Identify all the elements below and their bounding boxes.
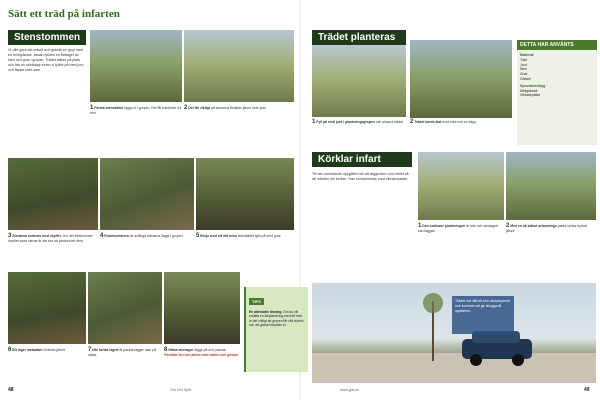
section-title: Körklar infart xyxy=(318,154,381,165)
step-number: 8 xyxy=(164,347,168,353)
material-item: Sten xyxy=(520,67,527,72)
photo-stones xyxy=(100,158,194,230)
tip-label: TIPS xyxy=(249,298,264,305)
step-text: stenskiktet fylls på med grus. xyxy=(237,234,282,238)
tip-box xyxy=(244,287,308,372)
headline-area xyxy=(8,4,188,20)
step-title: Nästa stenlager xyxy=(168,348,194,352)
korklar-intro: Till den avslutande uppgiften hör att lägga sten runt trädet så att infarten blir körbar. Ytan komprimeras med vibratorplatta. xyxy=(312,172,409,182)
section-banner-korklar xyxy=(312,152,412,167)
page-number-right: 49 xyxy=(584,387,590,393)
step-left-8 xyxy=(164,348,240,358)
sidebar-body xyxy=(517,50,597,101)
step-text: läggs ut i gropen. Det får fraktioner 64 mm. xyxy=(90,106,182,115)
step-title: Trädet binds fast xyxy=(414,120,442,124)
photo-tying xyxy=(410,40,512,118)
step-title: Den ordinarie planteringen xyxy=(422,224,466,228)
photo-minigravare xyxy=(90,30,182,102)
section-banner-tradet xyxy=(312,30,406,45)
car-wheel-front xyxy=(470,354,482,366)
photo-tractor xyxy=(184,30,294,102)
page-number-left: 48 xyxy=(8,387,14,393)
step-left-3 xyxy=(8,234,98,244)
materials-sidebar xyxy=(517,40,597,145)
photo-callout: Trädet har fått ett bra växtutrymme och kommer att ge skugga åt uppfarten. xyxy=(452,296,514,334)
step-text: med stöd mot en käpp. xyxy=(442,120,477,124)
step-number: 4 xyxy=(100,233,104,239)
step-title: Rotrekonstrera xyxy=(104,234,129,238)
tool-item: Vibratorplatta xyxy=(520,93,541,98)
car-wheel-rear xyxy=(512,354,524,366)
tree-crown xyxy=(423,293,443,313)
step-left-6 xyxy=(8,348,86,353)
footer-right: www.gds.se xyxy=(340,388,360,392)
step-title: Med en så kallad avlastnings xyxy=(510,224,557,228)
photo-shovel xyxy=(8,158,98,230)
step-title: Börja med ett rikt mixa xyxy=(200,234,237,238)
step-text: läggs på och packas. xyxy=(194,348,227,352)
step-title: Ett lager makadam xyxy=(12,348,43,352)
intro-text: Vi ville göra det enkelt och grävde en grop med en minigrävare, sedan fylldes en bärlager av sten och grus i gropen. Trädet sattes på plats och fick en stödkäpp innan vi fyllde på med jord och täckte med sten. xyxy=(8,48,84,73)
step-number: 1 xyxy=(418,223,422,229)
step-text: är packat lägger man på nästa. xyxy=(88,348,157,357)
photo-planting xyxy=(312,45,406,117)
section-banner-stenstommen xyxy=(8,30,86,45)
tip-text: Om du vill ersätta en lökplantering med ett träd är det viktigt att gropen får rätt storlek och att gödsel blandas in. xyxy=(249,310,304,328)
step-number: 6 xyxy=(8,347,12,353)
section-title: Stenstommen xyxy=(14,32,81,43)
section-title: Trädet planteras xyxy=(318,32,396,43)
step-text: är klar och stenlagret kan läggas. xyxy=(418,224,499,233)
step-text: fördelas jämnt. xyxy=(43,348,66,352)
material-item: Grus xyxy=(520,72,528,77)
step-number: 2 xyxy=(506,223,510,229)
step-title: Det får viktigt xyxy=(188,106,210,110)
material-item: Träd xyxy=(520,57,527,62)
photo-gravel xyxy=(88,272,162,344)
photo-plate xyxy=(196,158,294,230)
tool-item: Minigrävare xyxy=(520,88,538,93)
photo-driveway-2 xyxy=(506,152,596,220)
sidebar-sub-tools: Specialverktyg xyxy=(520,83,546,88)
step-text: Om det förekommer mycket stora stenar är det bra att plocka bort dem. xyxy=(8,234,93,243)
step-title: Fyll på med jord i planteringsgropen xyxy=(316,120,375,124)
tip-content xyxy=(249,310,305,328)
sidebar-title: DETTA HAR ANVÄNTS xyxy=(517,40,597,50)
driveway-surface xyxy=(312,353,596,383)
step-number: 5 xyxy=(196,233,200,239)
step-left-7 xyxy=(88,348,162,358)
sidebar-sub-material: Material xyxy=(520,53,534,57)
step-number: 2 xyxy=(184,105,188,111)
photo-compact xyxy=(164,272,240,344)
step-title: När första lagret xyxy=(92,348,119,352)
headline: Sätt ett träd på infarten xyxy=(8,8,120,20)
tip-title: En alternativ lösning. xyxy=(249,310,283,314)
step-left-4 xyxy=(100,234,194,239)
photo-driveway-1 xyxy=(418,152,504,220)
step-korklar-1 xyxy=(418,224,504,234)
step-left-5 xyxy=(196,234,294,239)
step-title: Första stenskiktet xyxy=(94,106,124,110)
material-item: Jord xyxy=(520,62,527,67)
step-title: Stenarna sorteras med skyffel. xyxy=(12,234,62,238)
step-text: att stenarna fördelas jämnt över ytan. xyxy=(210,106,267,110)
material-item: Gödsel xyxy=(520,76,531,81)
step-korklar-2 xyxy=(506,224,596,234)
step-number: 3 xyxy=(8,233,12,239)
step-left-1 xyxy=(90,106,182,116)
step-right-2 xyxy=(410,120,512,125)
footer-left: Gör Det Själv xyxy=(170,388,192,392)
step-text: och placera trädet. xyxy=(375,120,404,124)
step-number: 2 xyxy=(410,119,414,125)
step-number: 7 xyxy=(88,347,92,353)
step-number: 1 xyxy=(90,105,94,111)
photo-worker xyxy=(8,272,86,344)
step-right-1 xyxy=(312,120,406,125)
tips-inline: Fördelat fint och jämnt med vatten och gödsel. xyxy=(164,352,240,357)
step-text: platta sprids trycket jämnt. xyxy=(506,224,588,233)
step-left-2 xyxy=(184,106,294,111)
step-number: 1 xyxy=(312,119,316,125)
step-text: de avlånga stenarna läggs i gropen. xyxy=(129,234,184,238)
